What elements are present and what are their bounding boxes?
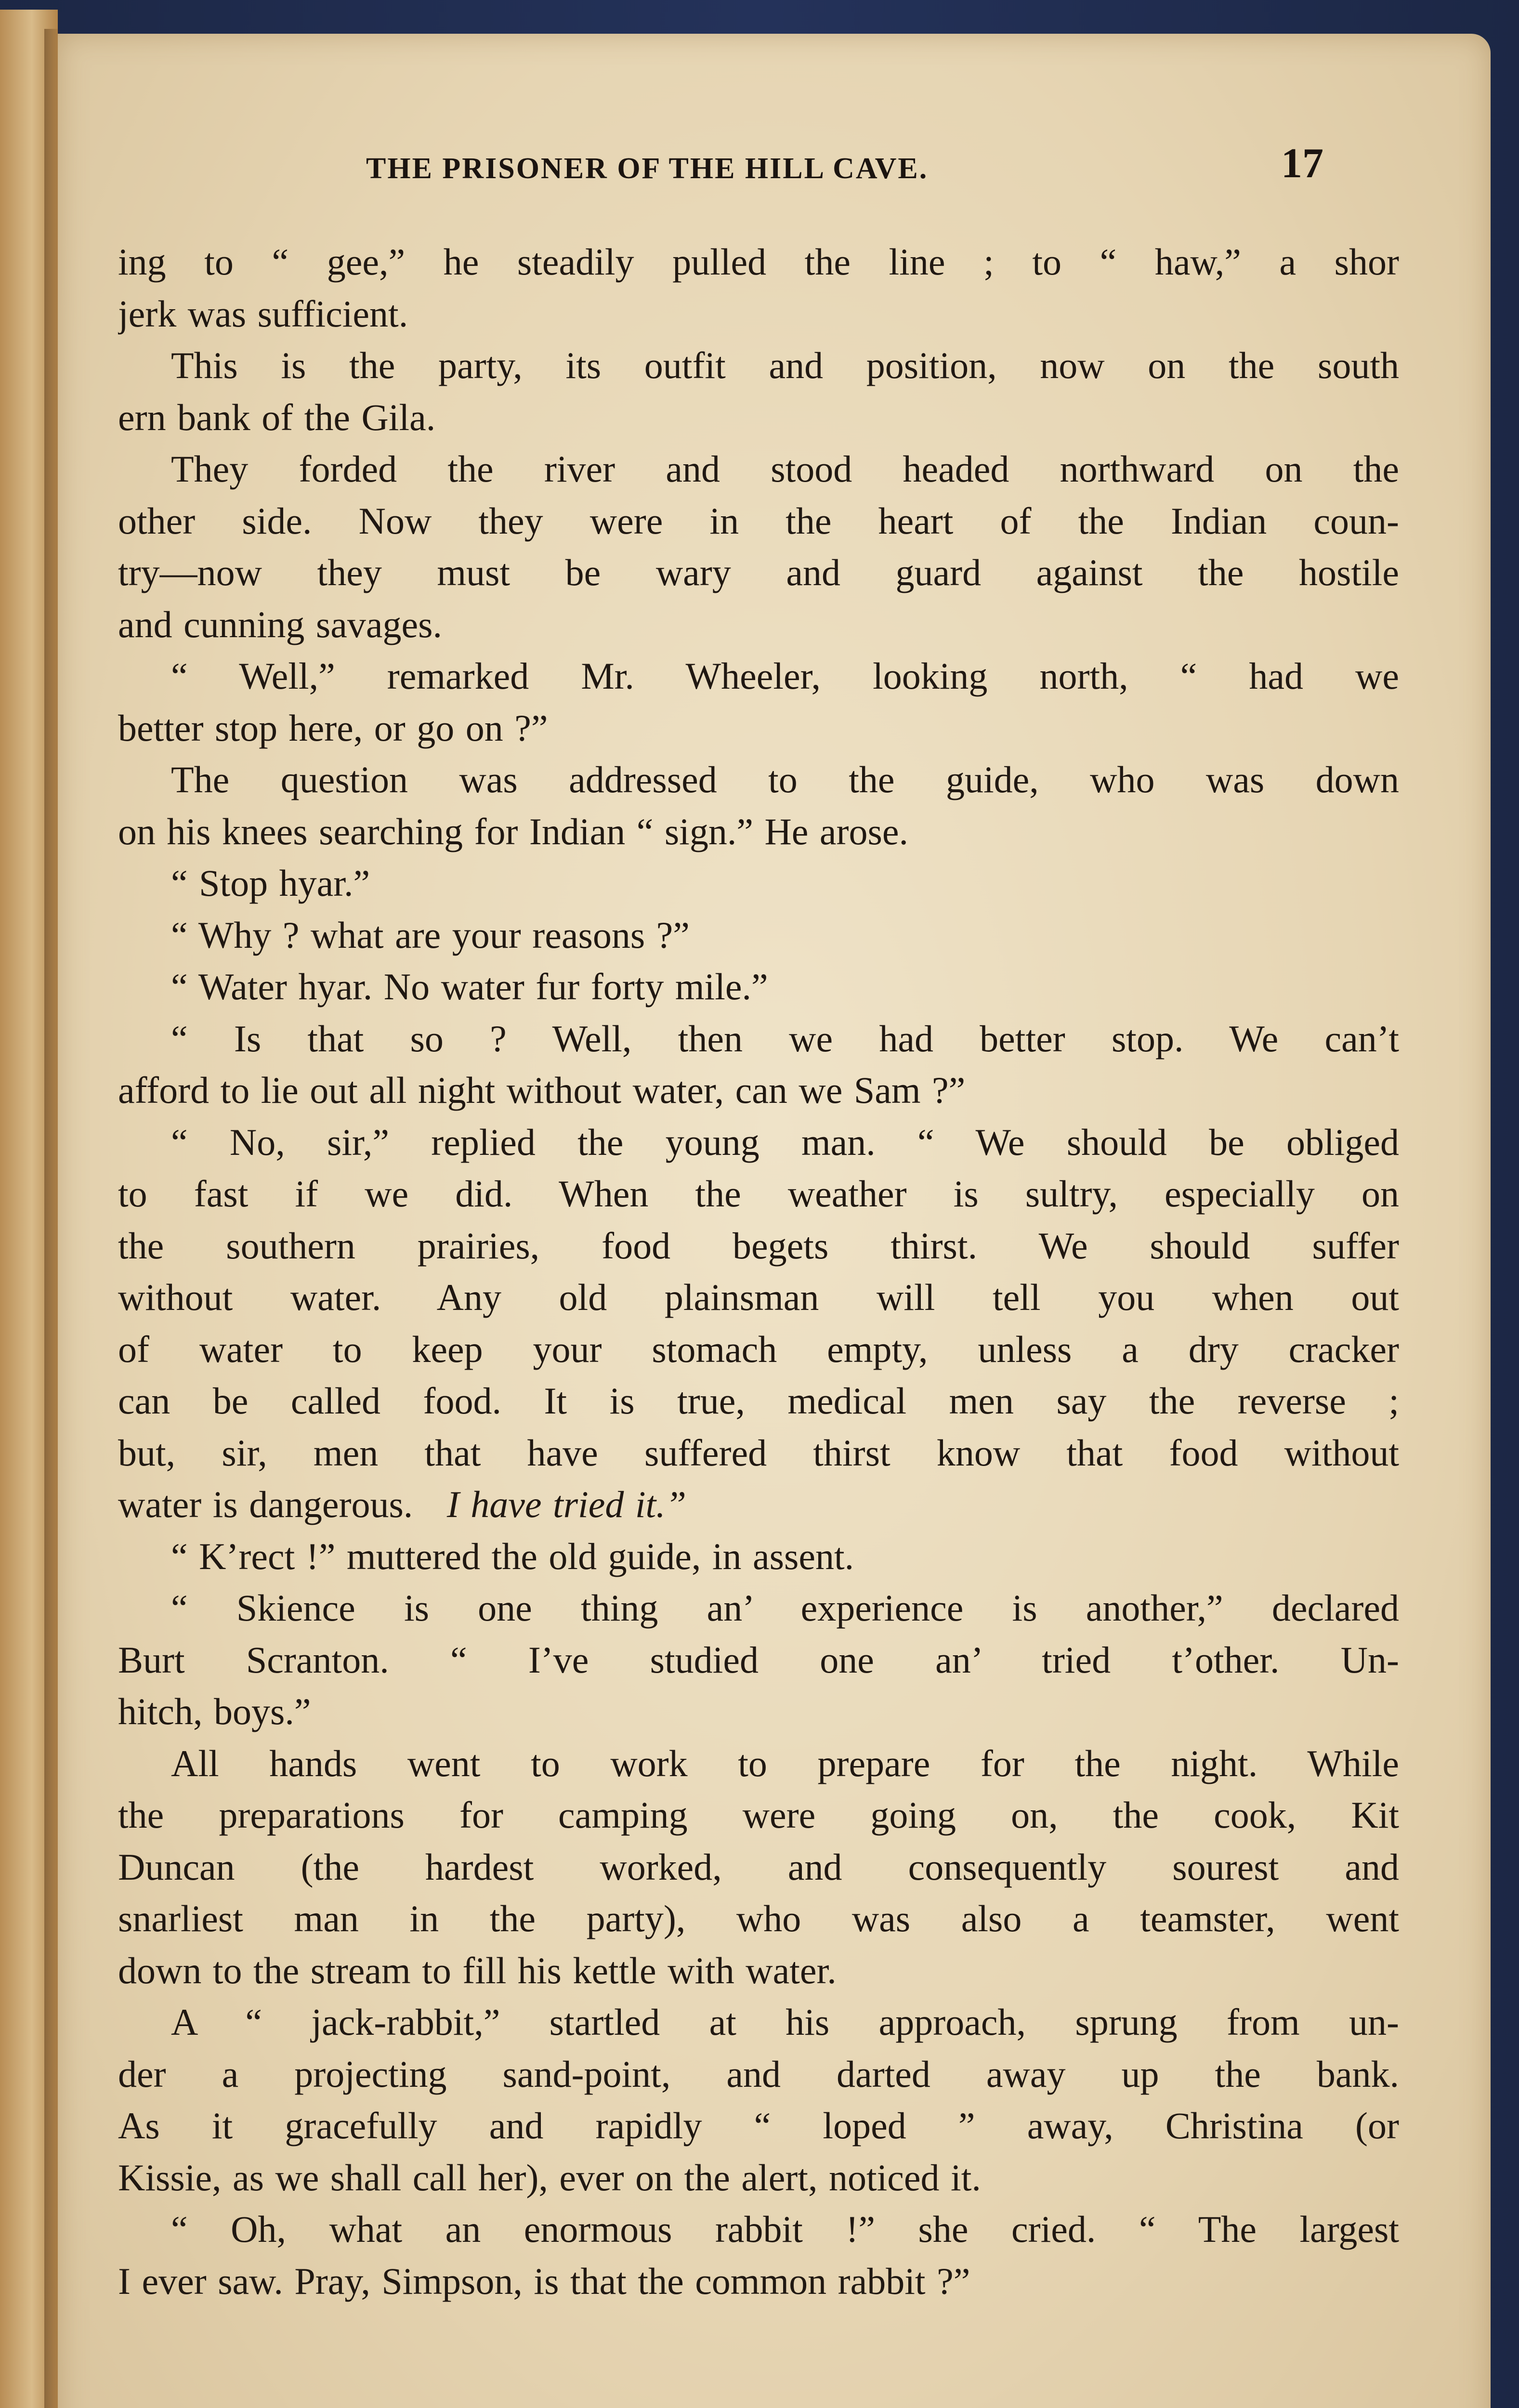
text-line: ing to “ gee,” he steadily pulled the line ; to “ haw,” a shor	[118, 241, 1399, 283]
text-span: water is dangerous.	[118, 1483, 413, 1525]
text-line: jerk was sufficient.	[118, 292, 408, 335]
text-line: As it gracefully and rapidly “ loped ” away, Christina (or	[118, 2105, 1399, 2146]
text-line: better stop here, or go on ?”	[118, 707, 548, 749]
text-line: of water to keep your stomach empty, unless a dry cracker	[118, 1328, 1399, 1370]
text-line: to fast if we did. When the weather is sultry, especially on	[118, 1173, 1399, 1215]
running-head-title: THE PRISONER OF THE HILL CAVE.	[366, 152, 929, 185]
text-line: der a projecting sand-point, and darted away up the bank.	[118, 2053, 1399, 2095]
text-line: but, sir, men that have suffered thirst know that food without	[118, 1431, 1399, 1474]
text-line: the southern prairies, food begets thirst. We should suffer	[118, 1224, 1399, 1267]
text-line: They forded the river and stood headed northward on the	[171, 448, 1399, 490]
text-line: other side. Now they were in the heart of the Indian coun-	[118, 499, 1399, 542]
text-line: “ Is that so ? Well, then we had better stop. We can’t	[171, 1017, 1399, 1060]
text-line: “ No, sir,” replied the young man. “ We should be obliged	[171, 1121, 1399, 1163]
text-line: ern bank of the Gila.	[118, 396, 436, 438]
text-line: Burt Scranton. “ I’ve studied one an’ tried t’other. Un-	[118, 1638, 1399, 1681]
text-line: A “ jack-rabbit,” startled at his approach, sprung from un-	[171, 2001, 1399, 2043]
text-line-with-emphasis	[118, 1479, 1399, 1531]
text-line: “ K’rect !” muttered the old guide, in assent.	[171, 1535, 854, 1577]
text-line: All hands went to work to prepare for the night. While	[171, 1742, 1399, 1784]
page-number: 17	[1281, 140, 1323, 187]
text-line: Duncan (the hardest worked, and consequently sourest and	[118, 1845, 1399, 1888]
text-line: hitch, boys.”	[118, 1690, 311, 1732]
text-line: on his knees searching for Indian “ sign.” He arose.	[118, 810, 908, 852]
italic-emphasis: I have tried it.”	[446, 1483, 687, 1525]
text-line: “ Skience is one thing an’ experience is another,” declared	[171, 1587, 1399, 1629]
text-line: “ Why ? what are your reasons ?”	[171, 914, 690, 956]
text-line: can be called food. It is true, medical men say the reverse ;	[118, 1380, 1399, 1422]
text-line: “ Oh, what an enormous rabbit !” she cried. “ The largest	[171, 2208, 1399, 2250]
text-line: “ Well,” remarked Mr. Wheeler, looking north, “ had we	[171, 655, 1399, 697]
text-line: down to the stream to fill his kettle with water.	[118, 1949, 837, 1991]
body-text	[118, 236, 1399, 2307]
text-line: afford to lie out all night without water, can we Sam ?”	[118, 1069, 966, 1111]
text-line: Kissie, as we shall call her), ever on the alert, noticed it.	[118, 2156, 981, 2199]
text-line: without water. Any old plainsman will tell you when out	[118, 1276, 1399, 1318]
text-line: “ Water hyar. No water fur forty mile.”	[171, 966, 768, 1008]
text-line: and cunning savages.	[118, 603, 442, 645]
book-page	[58, 34, 1491, 2408]
text-line: “ Stop hyar.”	[171, 862, 370, 904]
running-head	[58, 140, 1491, 197]
text-line: the preparations for camping were going on, the cook, Kit	[118, 1794, 1399, 1836]
text-line: try—now they must be wary and guard against the hostile	[118, 551, 1399, 593]
text-line: The question was addressed to the guide, who was down	[171, 759, 1399, 800]
text-line: I ever saw. Pray, Simpson, is that the common rabbit ?”	[118, 2260, 970, 2302]
text-line: This is the party, its outfit and position, now on the south	[171, 344, 1399, 386]
text-line: snarliest man in the party), who was also a teamster, went	[118, 1898, 1399, 1939]
